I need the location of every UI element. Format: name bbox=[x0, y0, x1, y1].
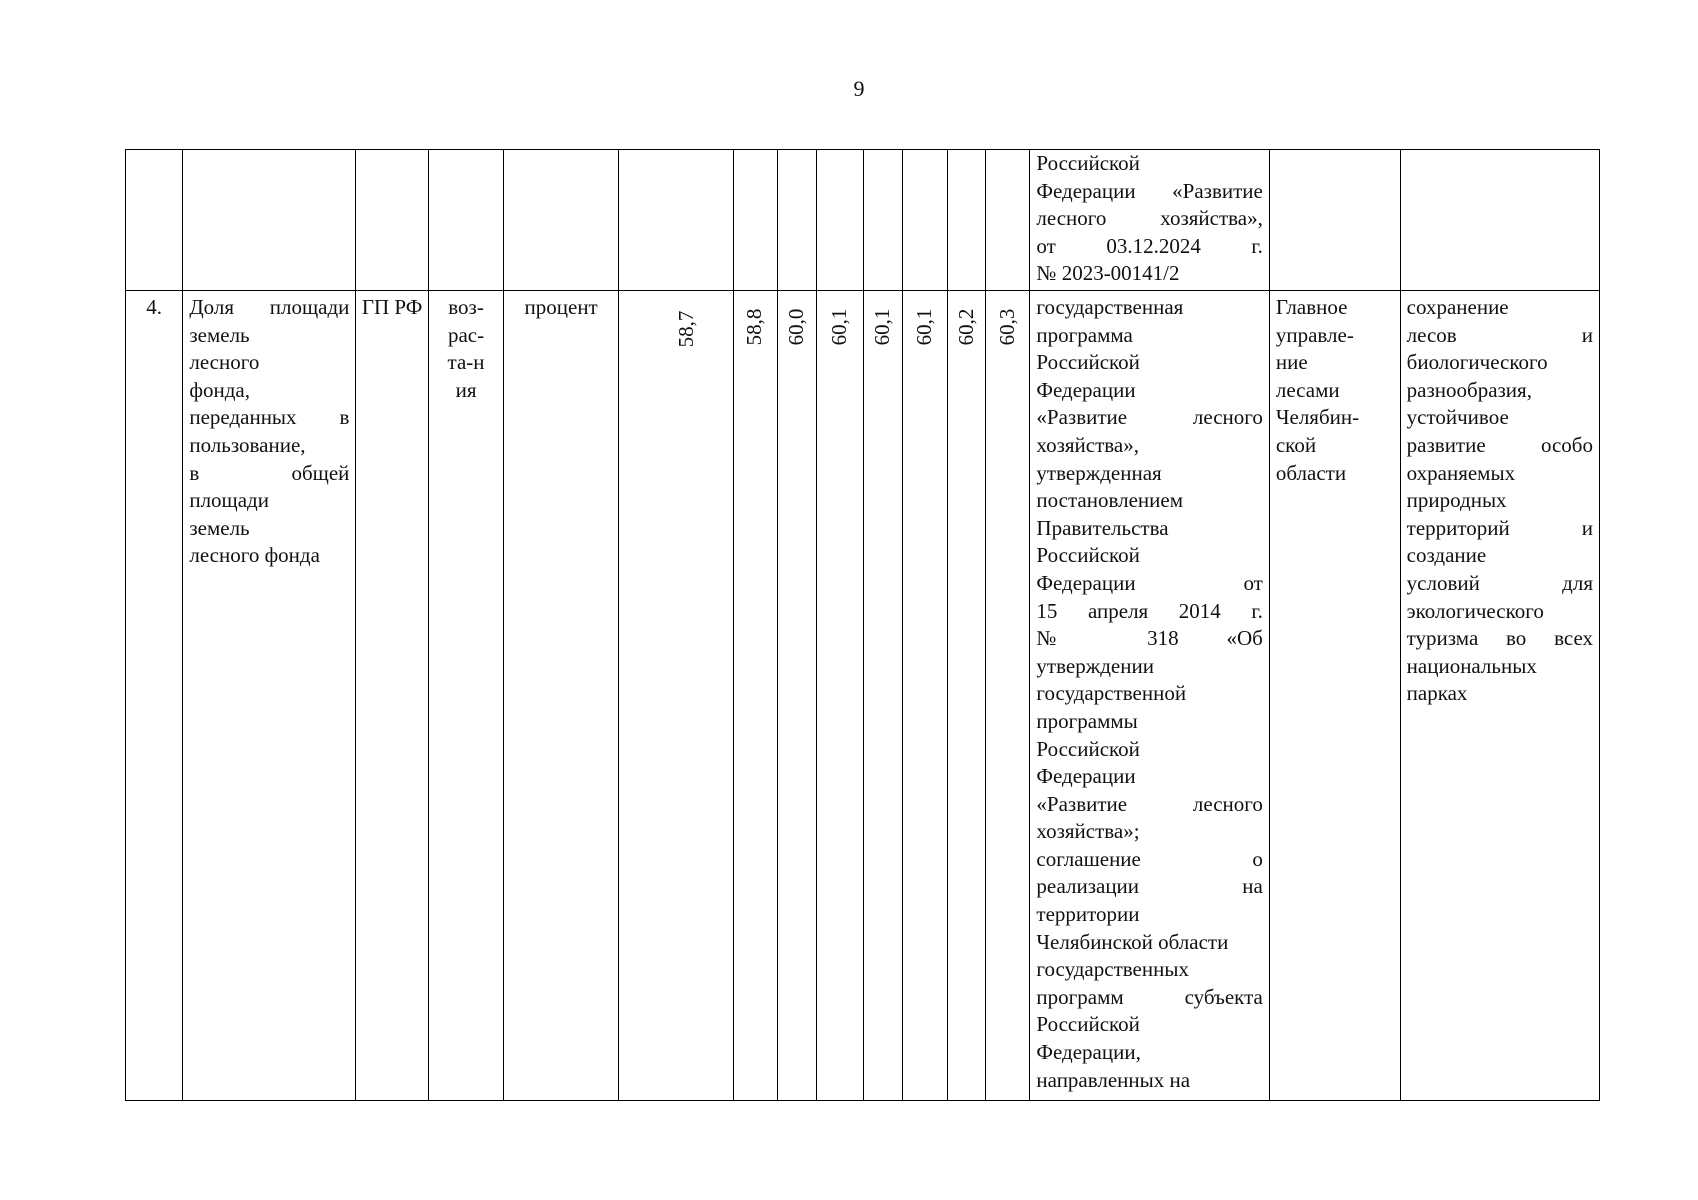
value-cell bbox=[902, 291, 947, 1101]
value-text: 60,2 bbox=[953, 308, 978, 346]
basis-line: № 2023-00141/2 bbox=[1036, 261, 1180, 286]
responsible-cell bbox=[1269, 150, 1400, 291]
basis-line: хозяйства»; bbox=[1036, 819, 1140, 844]
unit-cell: процент bbox=[504, 291, 619, 1101]
basis-line: Федерации bbox=[1036, 377, 1136, 402]
value-cell bbox=[777, 291, 816, 1101]
base-value-cell bbox=[618, 291, 733, 1101]
trend-text: воз-рас-та-ния bbox=[447, 295, 485, 402]
responsible-line: области bbox=[1275, 460, 1347, 485]
table-row bbox=[126, 291, 1600, 1101]
basis-line: государственных bbox=[1036, 957, 1189, 982]
basis-line: Правительства bbox=[1036, 515, 1169, 540]
indicator-line: пользование, bbox=[189, 432, 306, 457]
number-cell: 4. bbox=[126, 291, 183, 1101]
value-text: 60,3 bbox=[994, 308, 1019, 346]
value-cell bbox=[817, 150, 864, 291]
basis-document-cell bbox=[1030, 150, 1269, 291]
basis-line: Челябинской области bbox=[1036, 929, 1229, 954]
basis-line: направленных на bbox=[1036, 1067, 1191, 1092]
indicator-line: в общей bbox=[189, 460, 350, 485]
indicator-line: лесного фонда bbox=[189, 543, 320, 568]
level-cell bbox=[356, 291, 428, 1101]
indicator-cell bbox=[183, 150, 356, 291]
basis-line: от 03.12.2024 г. bbox=[1036, 233, 1263, 258]
basis-line: государственная bbox=[1036, 295, 1184, 319]
level-cell bbox=[356, 150, 428, 291]
basis-line: Российской bbox=[1036, 350, 1140, 375]
goal-line: территорий и bbox=[1406, 515, 1593, 540]
basis-line: лесного хозяйства», bbox=[1036, 206, 1263, 231]
basis-line: Российской bbox=[1036, 1012, 1140, 1037]
value-text: 58,7 bbox=[674, 310, 699, 348]
goal-line: развитие особо bbox=[1406, 432, 1593, 457]
value-cell bbox=[733, 291, 777, 1101]
value-text: 60,1 bbox=[870, 308, 895, 346]
basis-line: утвержденная bbox=[1036, 460, 1162, 485]
basis-line: программы bbox=[1036, 708, 1138, 733]
base-value-cell bbox=[618, 150, 733, 291]
basis-line: «Развитие лесного bbox=[1036, 405, 1263, 430]
indicators-table bbox=[125, 149, 1600, 1101]
basis-line: хозяйства», bbox=[1036, 432, 1140, 457]
goal-line: разнообразия, bbox=[1406, 377, 1532, 402]
basis-line: Федерации bbox=[1036, 764, 1136, 789]
goal-line: сохранение bbox=[1406, 295, 1509, 319]
number-cell bbox=[126, 150, 183, 291]
goal-line: устойчивое bbox=[1406, 405, 1509, 430]
indicator-line: земель bbox=[189, 322, 250, 347]
goal-line: природных bbox=[1406, 488, 1507, 513]
trend-cell bbox=[428, 150, 503, 291]
basis-line: реализации на bbox=[1036, 874, 1263, 899]
responsible-line: ние bbox=[1275, 350, 1308, 375]
value-text: 60,0 bbox=[784, 308, 809, 346]
value-text: 60,1 bbox=[827, 308, 852, 346]
indicator-line: лесного bbox=[189, 350, 260, 375]
indicator-line: переданных в bbox=[189, 405, 350, 430]
basis-line: программ субъекта bbox=[1036, 984, 1263, 1009]
basis-line: № 318 «Об bbox=[1036, 626, 1263, 651]
table-row bbox=[126, 150, 1600, 291]
value-cell bbox=[777, 150, 816, 291]
basis-line: Российской bbox=[1036, 543, 1140, 568]
basis-line: 15 апреля 2014 г. bbox=[1036, 598, 1263, 623]
basis-line: Федерации, bbox=[1036, 1040, 1141, 1065]
value-text: 58,8 bbox=[742, 308, 767, 346]
responsible-line: лесами bbox=[1275, 377, 1340, 402]
indicator-cell bbox=[183, 291, 356, 1101]
basis-line: утверждении bbox=[1036, 653, 1154, 678]
value-cell bbox=[864, 291, 902, 1101]
basis-line: программа bbox=[1036, 322, 1133, 347]
goal-line: охраняемых bbox=[1406, 460, 1516, 485]
basis-line: «Развитие лесного bbox=[1036, 791, 1263, 816]
basis-line: территории bbox=[1036, 902, 1140, 927]
goal-cell bbox=[1400, 150, 1599, 291]
basis-document-cell bbox=[1030, 291, 1269, 1101]
basis-line: постановлением bbox=[1036, 488, 1184, 513]
goal-line: парках bbox=[1406, 681, 1468, 706]
goal-line: национальных bbox=[1406, 653, 1537, 678]
goal-line: туризма во всех bbox=[1406, 626, 1593, 651]
responsible-line: ской bbox=[1275, 432, 1317, 457]
value-cell bbox=[986, 291, 1030, 1101]
goal-line: условий для bbox=[1406, 570, 1593, 595]
indicator-line: земель bbox=[189, 515, 250, 540]
goal-cell bbox=[1400, 291, 1599, 1101]
goal-line: экологического bbox=[1406, 598, 1544, 623]
responsible-line: Челябин- bbox=[1275, 405, 1360, 430]
basis-line: государственной bbox=[1036, 681, 1187, 706]
value-cell bbox=[902, 150, 947, 291]
basis-line: Российской bbox=[1036, 736, 1140, 761]
goal-line: лесов и bbox=[1406, 322, 1593, 347]
basis-line: Российской bbox=[1036, 151, 1140, 175]
value-cell bbox=[986, 150, 1030, 291]
value-cell bbox=[817, 291, 864, 1101]
value-cell bbox=[947, 291, 985, 1101]
indicator-line: фонда, bbox=[189, 377, 250, 402]
value-cell bbox=[947, 150, 985, 291]
responsible-line: управле- bbox=[1275, 322, 1354, 347]
unit-cell bbox=[504, 150, 619, 291]
goal-line: биологического bbox=[1406, 350, 1548, 375]
level-text: ГП РФ bbox=[361, 295, 423, 319]
page-number: 9 bbox=[853, 76, 865, 101]
responsible-line: Главное bbox=[1275, 295, 1348, 319]
trend-cell bbox=[428, 291, 503, 1101]
responsible-cell bbox=[1269, 291, 1400, 1101]
indicator-line: Доля площади bbox=[189, 295, 350, 319]
basis-line: соглашение о bbox=[1036, 846, 1263, 871]
value-cell bbox=[733, 150, 777, 291]
goal-line: создание bbox=[1406, 543, 1487, 568]
value-cell bbox=[864, 150, 902, 291]
value-text: 60,1 bbox=[911, 308, 936, 346]
basis-line: Федерации от bbox=[1036, 570, 1263, 595]
indicator-line: площади bbox=[189, 488, 269, 513]
basis-line: Федерации «Развитие bbox=[1036, 178, 1263, 203]
